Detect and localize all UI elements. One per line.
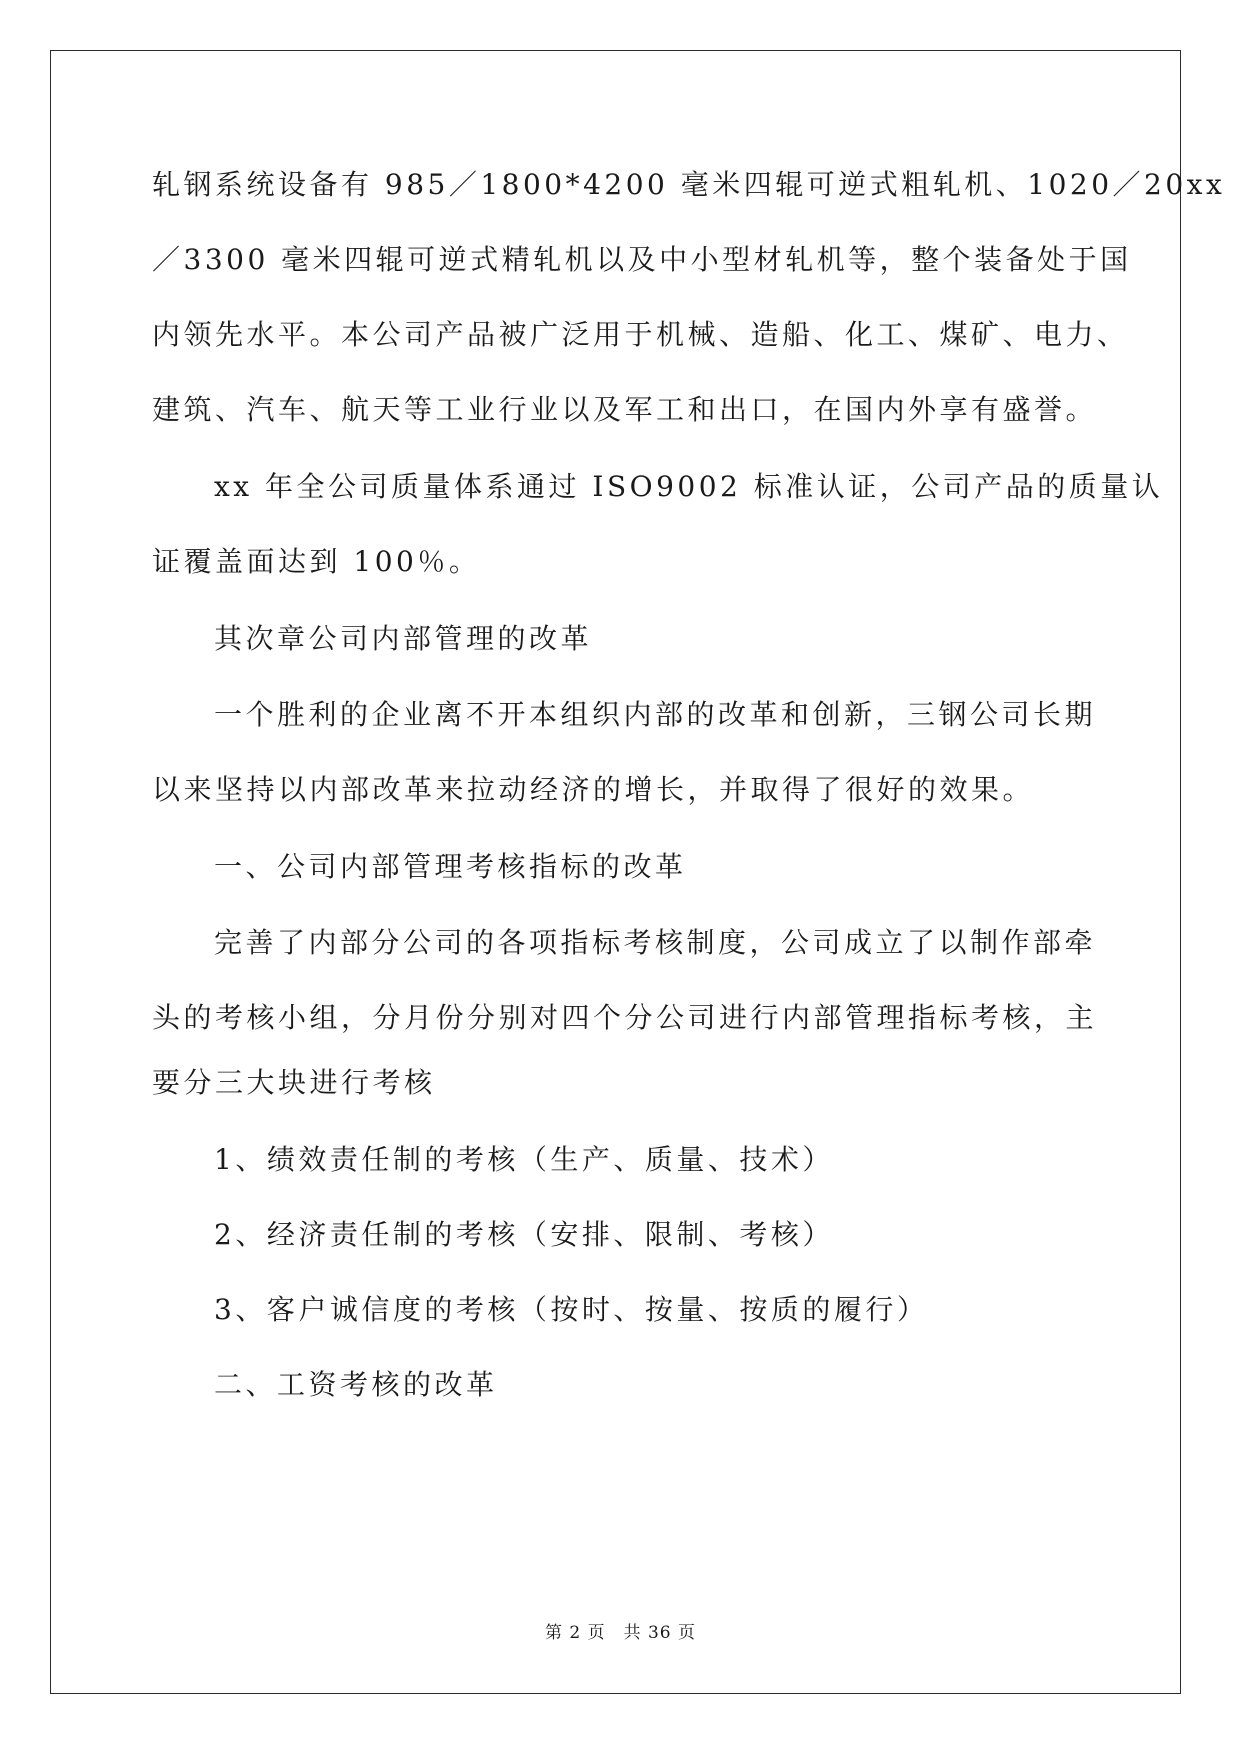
- text-line-4: 建筑、汽车、航天等工业行业以及军工和出口，在国内外享有盛誉。: [152, 393, 1098, 426]
- subheading-1: 一、公司内部管理考核指标的改革: [214, 850, 687, 883]
- text-line-8: 一个胜利的企业离不开本组织内部的改革和创新，三钢公司长期: [214, 698, 1097, 731]
- text-line-13: 要分三大块进行考核: [152, 1066, 436, 1099]
- list-item-2: 2、经济责任制的考核（安排、限制、考核）: [214, 1218, 834, 1251]
- section-heading: 其次章公司内部管理的改革: [214, 622, 593, 655]
- text-line-6: 证覆盖面达到 100％。: [152, 545, 481, 578]
- subheading-2: 二、工资考核的改革: [214, 1368, 498, 1401]
- list-item-1: 1、绩效责任制的考核（生产、质量、技术）: [214, 1143, 834, 1176]
- text-line-9: 以来坚持以内部改革来拉动经济的增长，并取得了很好的效果。: [152, 773, 1035, 806]
- text-line-5: xx 年全公司质量体系通过 ISO9002 标准认证，公司产品的质量认: [214, 470, 1164, 503]
- list-item-3: 3、客户诚信度的考核（按时、按量、按质的履行）: [214, 1293, 929, 1326]
- page-number: 第 2 页 共 36 页: [544, 1623, 697, 1643]
- text-line-2: ／3300 毫米四辊可逆式精轧机以及中小型材轧机等，整个装备处于国: [152, 243, 1132, 276]
- text-line-12: 头的考核小组，分月份分别对四个分公司进行内部管理指标考核，主: [152, 1001, 1098, 1034]
- text-line-11: 完善了内部分公司的各项指标考核制度，公司成立了以制作部牵: [214, 926, 1097, 959]
- text-line-1: 轧钢系统设备有 985／1800*4200 毫米四辊可逆式粗轧机、1020／20xx: [152, 168, 1226, 201]
- text-line-3: 内领先水平。本公司产品被广泛用于机械、造船、化工、煤矿、电力、: [152, 318, 1129, 351]
